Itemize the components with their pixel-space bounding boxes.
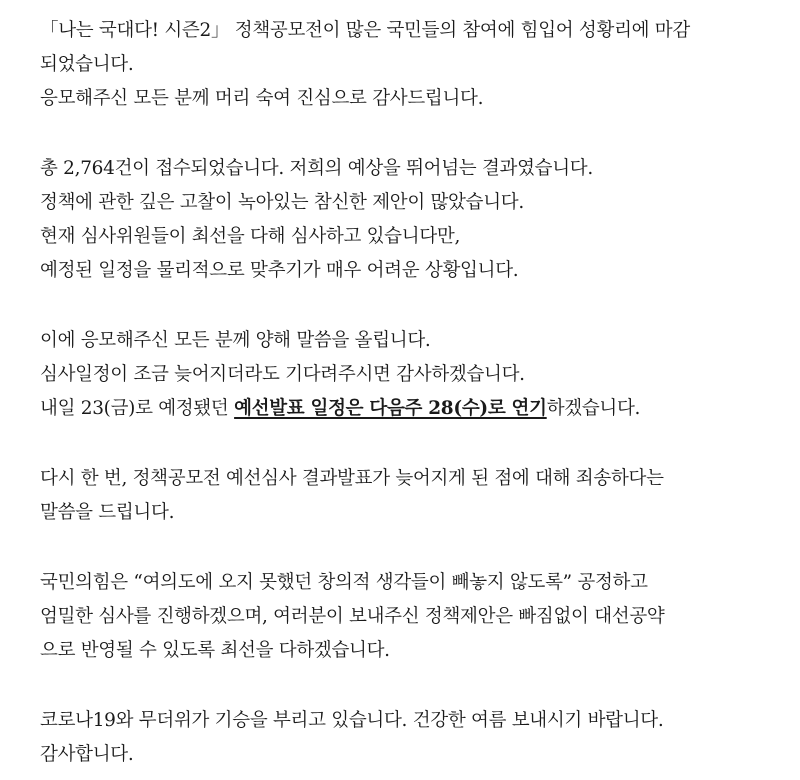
paragraph-submission-count bbox=[40, 152, 790, 288]
text-line: 감사합니다. bbox=[40, 744, 134, 765]
postponement-notice-line bbox=[40, 392, 790, 426]
text-line: 말씀을 드립니다. bbox=[40, 502, 175, 523]
text-line: 다시 한 번, 정책공모전 예선심사 결과발표가 늦어지게 된 점에 대해 죄송하다는 bbox=[40, 468, 664, 489]
text-line: 예정된 일정을 물리적으로 맞추기가 매우 어려운 상황입니다. bbox=[40, 260, 519, 281]
text-line: 이에 응모해주신 모든 분께 양해 말씀을 올립니다. bbox=[40, 330, 431, 351]
text-line: 「나는 국대다! 시즌2」 정책공모전이 많은 국민들의 참여에 힘입어 성황리에 마감 bbox=[40, 20, 690, 41]
notice-text-before: 내일 23(금)로 예정됐던 bbox=[40, 398, 235, 419]
text-line: 응모해주신 모든 분께 머리 숙여 진심으로 감사드립니다. bbox=[40, 88, 484, 109]
paragraph-commitment bbox=[40, 566, 790, 668]
paragraph-schedule-delay bbox=[40, 324, 790, 426]
text-line: 으로 반영될 수 있도록 최선을 다하겠습니다. bbox=[40, 640, 390, 661]
paragraph-closing-greeting bbox=[40, 704, 790, 772]
paragraph-closing-announcement bbox=[40, 14, 790, 116]
postponement-emphasis: 예선발표 일정은 다음주 28(수)로 연기 bbox=[234, 398, 547, 419]
text-line: 엄밀한 심사를 진행하겠으며, 여러분이 보내주신 정책제안은 빠짐없이 대선공약 bbox=[40, 606, 665, 627]
text-line: 정책에 관한 깊은 고찰이 녹아있는 참신한 제안이 많았습니다. bbox=[40, 192, 524, 213]
text-line: 국민의힘은 “여의도에 오지 못했던 창의적 생각들이 빼놓지 않도록” 공정하고 bbox=[40, 572, 648, 593]
text-line: 되었습니다. bbox=[40, 54, 134, 75]
text-line: 코로나19와 무더위가 기승을 부리고 있습니다. 건강한 여름 보내시기 바랍니다. bbox=[40, 710, 664, 731]
text-line: 심사일정이 조금 늦어지더라도 기다려주시면 감사하겠습니다. bbox=[40, 364, 525, 385]
paragraph-apology bbox=[40, 462, 790, 530]
text-line: 현재 심사위원들이 최선을 다해 심사하고 있습니다만, bbox=[40, 226, 461, 247]
notice-text-after: 하겠습니다. bbox=[546, 398, 641, 419]
text-line: 총 2,764건이 접수되었습니다. 저희의 예상을 뛰어넘는 결과였습니다. bbox=[40, 158, 593, 179]
notice-document bbox=[40, 14, 790, 772]
